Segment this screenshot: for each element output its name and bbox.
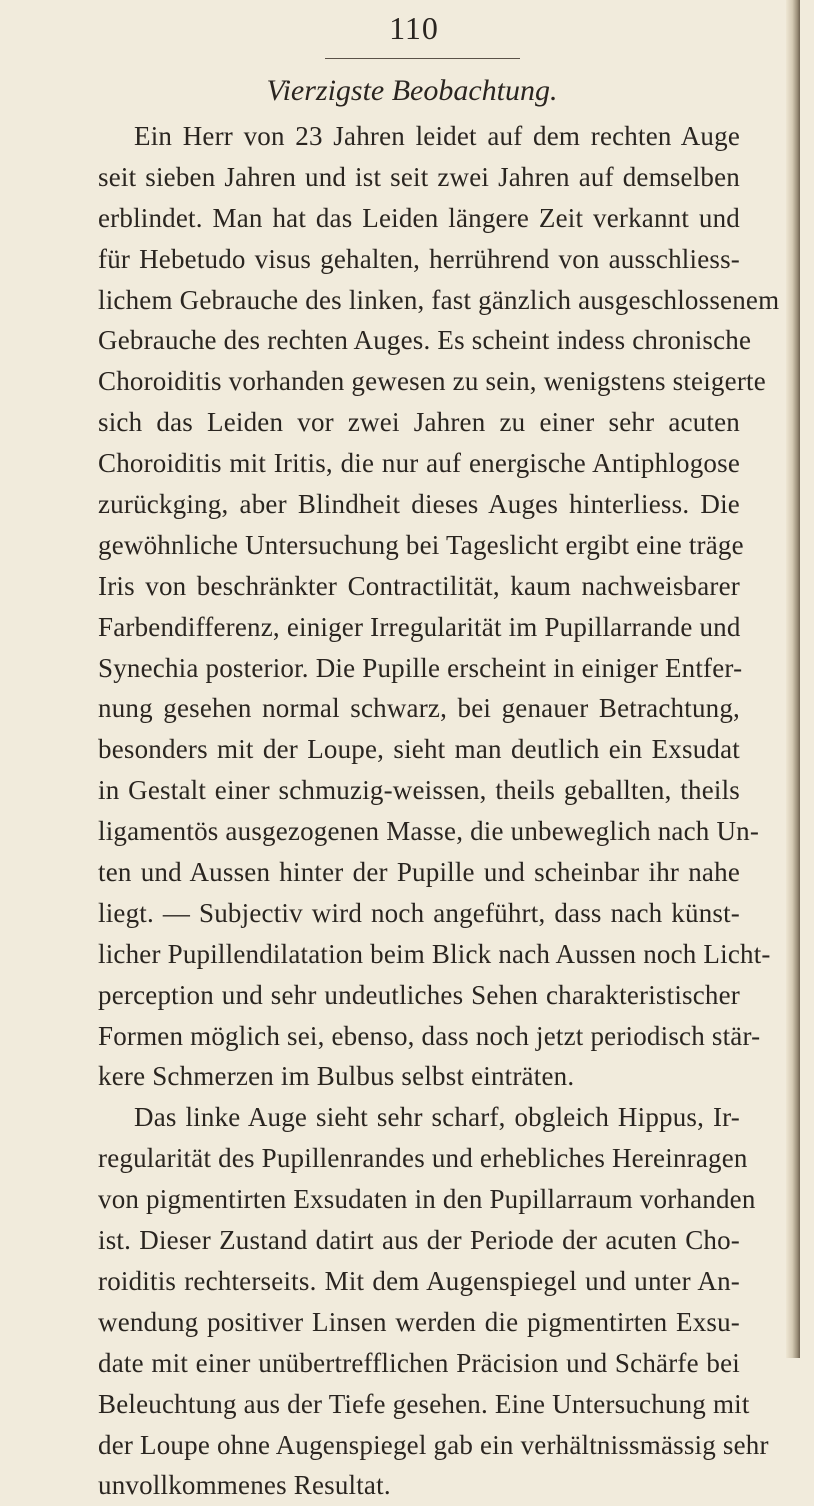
text-line: ten und Aussen hinter der Pupille und scheinbar ihr nahe	[98, 857, 740, 888]
text-line: unvollkommenes Resultat.	[98, 1470, 391, 1501]
text-line: perception und sehr undeutliches Sehen charakteristischer	[98, 979, 740, 1010]
body-text	[98, 116, 780, 1506]
text-line: Iris von beschränkter Contractilität, kaum nachweisbarer	[98, 570, 740, 601]
text-line: licher Pupillendilatation beim Blick nach Aussen noch Licht-	[98, 938, 771, 969]
text-line: Formen möglich sei, ebenso, dass noch jetzt periodisch stär-	[98, 1020, 761, 1051]
text-line: der Loupe ohne Augenspiegel gab ein verhältnissmässig sehr	[98, 1429, 769, 1460]
text-line: Farbendifferenz, einiger Irregularität im Pupillarrande und	[98, 611, 741, 642]
text-line: nung gesehen normal schwarz, bei genauer Betrachtung,	[98, 693, 740, 724]
text-line: ligamentös ausgezogenen Masse, die unbeweglich nach Un-	[98, 816, 760, 847]
text-line: von pigmentirten Exsudaten in den Pupillarraum vorhanden	[98, 1184, 756, 1215]
page-binding-edge	[786, 0, 800, 1358]
text-line: lichem Gebrauche des linken, fast gänzlich ausgeschlossenem	[98, 284, 780, 315]
text-line: liegt. — Subjectiv wird noch angeführt, dass nach künst-	[98, 897, 740, 928]
page-number-rule	[325, 58, 520, 59]
text-line: besonders mit der Loupe, sieht man deutlich ein Exsudat	[98, 734, 740, 765]
text-line: Ein Herr von 23 Jahren leidet auf dem rechten Auge	[134, 121, 740, 151]
text-line: roiditis rechterseits. Mit dem Augenspiegel und unter An-	[98, 1265, 740, 1296]
text-line: Beleuchtung aus der Tiefe gesehen. Eine Untersuchung mit	[98, 1388, 750, 1419]
text-line: gewöhnliche Untersuchung bei Tageslicht ergibt eine träge	[98, 529, 744, 560]
text-line: Choroiditis vorhanden gewesen zu sein, wenigstens steigerte	[98, 366, 766, 397]
text-line: seit sieben Jahren und ist seit zwei Jahren auf demselben	[98, 161, 740, 192]
text-line: regularität des Pupillenrandes und erhebliches Hereinragen	[98, 1143, 748, 1174]
page-number: 110	[389, 10, 439, 46]
text-line: Synechia posterior. Die Pupille erscheint in einiger Entfer-	[98, 652, 743, 683]
text-line: wendung positiver Linsen werden die pigmentirten Exsu-	[98, 1306, 740, 1337]
text-line: für Hebetudo visus gehalten, herrührend von ausschliess-	[98, 243, 740, 274]
text-line: sich das Leiden vor zwei Jahren zu einer sehr acuten	[98, 407, 740, 438]
text-line: in Gestalt einer schmuzig-weissen, theils geballten, theils	[98, 775, 740, 806]
text-line: ist. Dieser Zustand datirt aus der Periode der acuten Cho-	[98, 1225, 740, 1256]
text-line: Gebrauche des rechten Auges. Es scheint indess chronische	[98, 325, 752, 356]
text-line: zurückging, aber Blindheit dieses Auges hinterliess. Die	[98, 489, 740, 520]
text-line: kere Schmerzen im Bulbus selbst einträten.	[98, 1061, 575, 1092]
text-line: Choroiditis mit Iritis, die nur auf energische Antiphlogose	[98, 448, 740, 479]
text-line: Das linke Auge sieht sehr scharf, obgleich Hippus, Ir-	[134, 1102, 740, 1133]
section-heading: Vierzigste Beobachtung.	[266, 74, 558, 107]
text-line: erblindet. Man hat das Leiden längere Zeit verkannt und	[98, 202, 740, 233]
text-line: date mit einer unübertrefflichen Präcision und Schärfe bei	[98, 1347, 740, 1378]
